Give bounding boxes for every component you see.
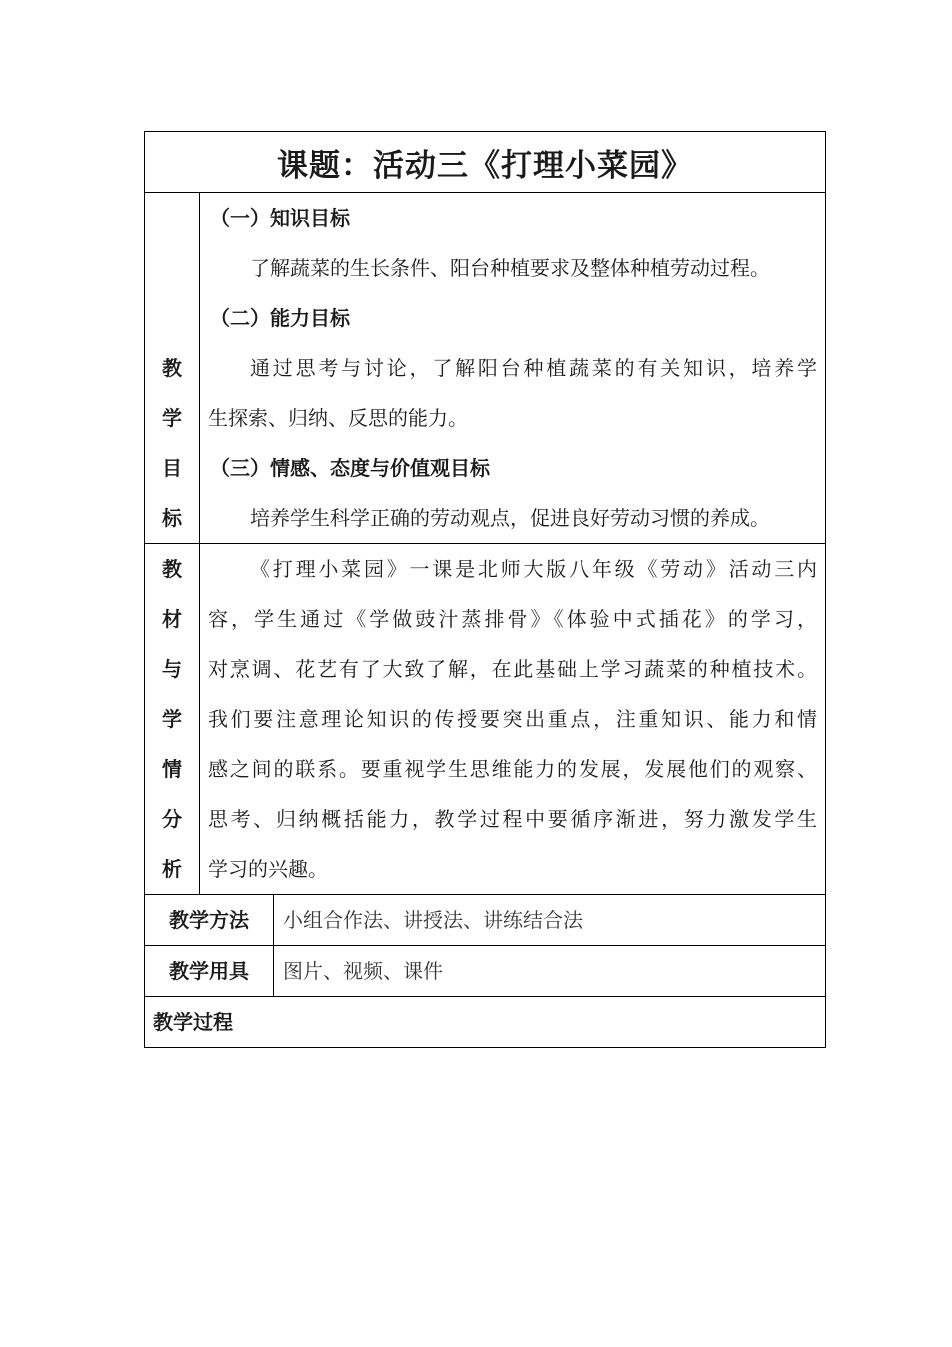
tools-row (145, 946, 825, 997)
analysis-line: 思考、归纳概括能力，教学过程中要循序渐进，努力激发学生 (208, 807, 817, 831)
lesson-plan-table (144, 131, 826, 1048)
tools-label: 教学用具 (145, 946, 274, 996)
analysis-line: 我们要注意理论知识的传授要突出重点，注重知识、能力和情 (208, 707, 817, 731)
analysis-row (145, 544, 825, 895)
analysis-line: 容，学生通过《学做豉汁蒸排骨》《体验中式插花》的学习， (208, 607, 817, 631)
side-char: 析 (162, 857, 182, 881)
side-char: 情 (162, 757, 182, 781)
lesson-title: 课题：活动三《打理小菜园》 (145, 132, 825, 193)
analysis-line: 《打理小菜园》一课是北师大版八年级《劳动》活动三内 (250, 557, 817, 581)
analysis-content (200, 544, 825, 894)
emotion-text: 培养学生科学正确的劳动观点，促进良好劳动习惯的养成。 (250, 506, 770, 530)
side-char: 分 (162, 807, 182, 831)
side-char: 教 (162, 356, 182, 380)
knowledge-heading: （一）知识目标 (210, 206, 350, 230)
process-row (145, 997, 825, 1047)
side-char: 标 (162, 506, 182, 530)
analysis-line: 对烹调、花艺有了大致了解，在此基础上学习蔬菜的种植技术。 (208, 657, 817, 681)
objectives-content (200, 193, 825, 543)
methods-value: 小组合作法、讲授法、讲练结合法 (283, 908, 583, 932)
analysis-line: 感之间的联系。要重视学生思维能力的发展，发展他们的观察、 (208, 757, 817, 781)
side-char: 学 (162, 707, 182, 731)
knowledge-text: 了解蔬菜的生长条件、阳台种植要求及整体种植劳动过程。 (250, 256, 770, 280)
side-char: 与 (162, 657, 182, 681)
tools-value: 图片、视频、课件 (283, 959, 443, 983)
analysis-side-label (145, 544, 200, 894)
side-char: 教 (162, 557, 182, 581)
objectives-row (145, 193, 825, 544)
ability-text-line: 生探索、归纳、反思的能力。 (208, 406, 468, 430)
analysis-line: 学习的兴趣。 (208, 857, 328, 881)
emotion-heading: （三）情感、态度与价值观目标 (210, 456, 490, 480)
ability-text-line: 通过思考与讨论，了解阳台种植蔬菜的有关知识，培养学 (250, 356, 817, 380)
objectives-side-label (145, 193, 200, 543)
side-char: 材 (162, 607, 182, 631)
side-char: 目 (162, 456, 182, 480)
methods-label: 教学方法 (145, 895, 274, 945)
process-label: 教学过程 (153, 1010, 233, 1034)
ability-heading: （二）能力目标 (210, 306, 350, 330)
side-char: 学 (162, 406, 182, 430)
methods-row (145, 895, 825, 946)
